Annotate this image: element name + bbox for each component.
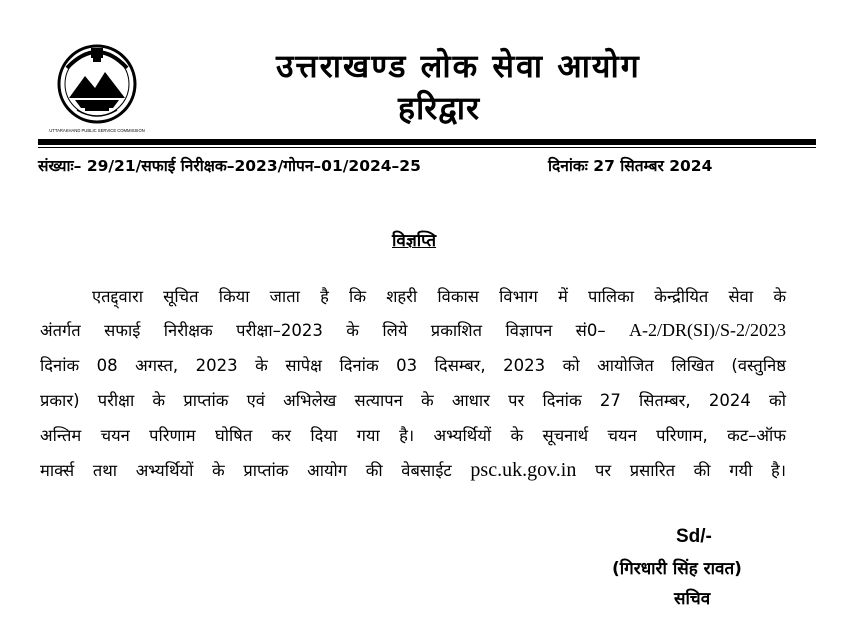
notice-line-2 <box>40 318 786 341</box>
notice-line-3: दिनांक 08 अगस्त, 2023 के सापेक्ष दिनांक 03 दिसम्बर, 2023 को आयोजित लिखित (वस्तुनिष्ठ <box>40 356 786 375</box>
notice-line-6-end: पर प्रसारित की गयी है। <box>594 461 787 480</box>
notice-line-2-text: अंतर्गत सफाई निरीक्षक परीक्षा–2023 के लिये प्रकाशित विज्ञापन सं0– <box>40 321 606 340</box>
notice-title: विज्ञप्ति <box>392 231 437 251</box>
notice-line-5: अन्तिम चयन परिणाम घोषित कर दिया गया है। अभ्यर्थियों के सूचनार्थ चयन परिणाम, कट–ऑफ <box>40 426 786 445</box>
reference-date: दिनांकः 27 सितम्बर 2024 <box>548 157 713 175</box>
notice-line-6-text: मार्क्स तथा अभ्यर्थियों के प्राप्तांक आयोग की वेबसाईट <box>40 461 452 480</box>
notice-line-6 <box>40 458 786 482</box>
notice-line-4: प्रकार) परीक्षा के प्राप्तांक एवं अभिलेख सत्यापन के आधार पर दिनांक 27 सितम्बर, 2024 को <box>40 391 786 410</box>
organization-city: हरिद्वार <box>398 89 481 127</box>
commission-logo <box>47 38 147 138</box>
header-divider-thin <box>38 147 816 148</box>
signatory-name: (गिरधारी सिंह रावत) <box>612 559 742 579</box>
organization-name: उत्तराखण्ड लोक सेवा आयोग <box>276 47 641 85</box>
website-link[interactable]: psc.uk.gov.in <box>470 459 577 481</box>
reference-number: संख्याः– 29/21/सफाई निरीक्षक–2023/गोपन–01/2024–25 <box>38 157 421 175</box>
logo-caption: UTTARAKHAND PUBLIC SERVICE COMMISSION <box>49 128 145 133</box>
notice-line-1: एतद्द्वारा सूचित किया जाता है कि शहरी विकास विभाग में पालिका केन्द्रीयित सेवा के <box>92 287 786 306</box>
header-divider-thick <box>38 139 816 145</box>
emblem-icon <box>47 38 147 138</box>
signature-mark: Sd/- <box>676 526 712 547</box>
signatory-designation: सचिव <box>674 589 711 609</box>
advertisement-number: A-2/DR(SI)/S-2/2023 <box>629 320 787 340</box>
